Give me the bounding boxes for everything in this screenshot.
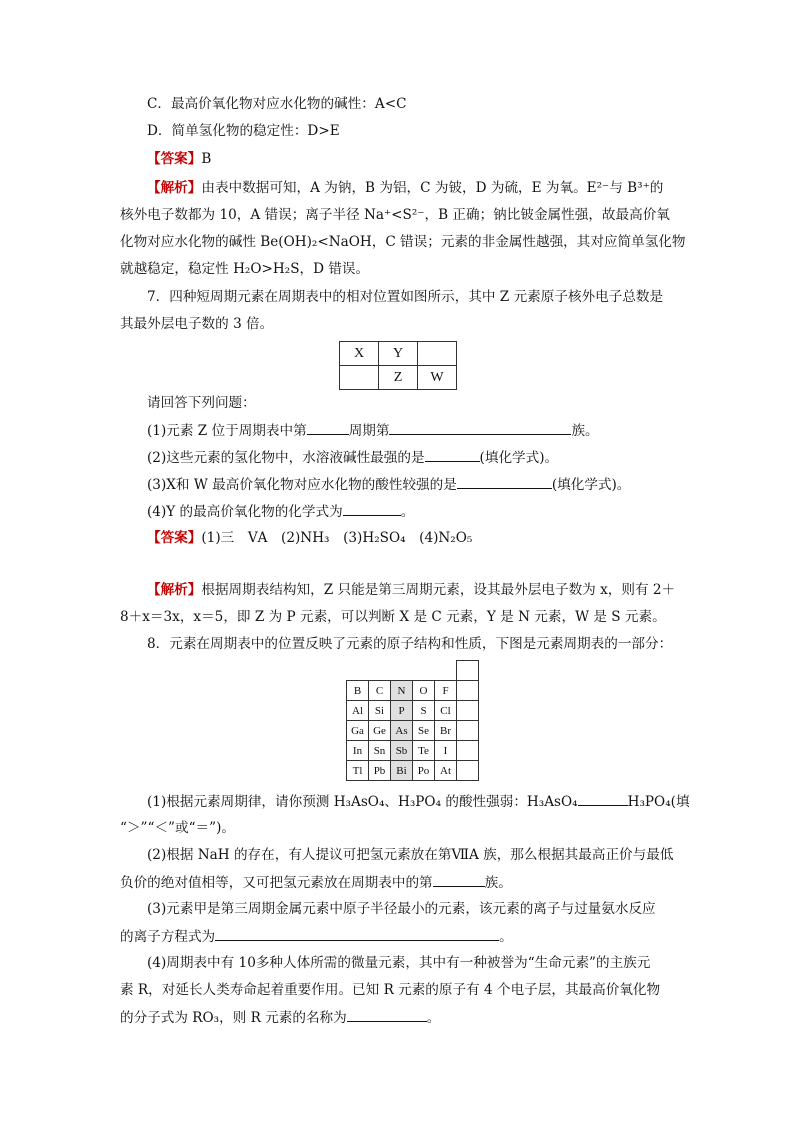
answer-blank[interactable] bbox=[215, 926, 499, 941]
analysis-q6-line-1 bbox=[147, 178, 663, 198]
table-cell: F bbox=[435, 681, 457, 701]
table-cell-empty bbox=[457, 701, 479, 721]
q7-stem-line-1: 7．四种短周期元素在周期表中的相对位置如图所示，其中 Z 元素原子核外电子总数是 bbox=[147, 289, 664, 305]
q7-sub-3 bbox=[147, 474, 630, 495]
q8-stem: 8．元素在周期表中的位置反映了元素的原子结构和性质，下图是元素周期表的一部分： bbox=[147, 636, 673, 652]
q7-sub-1 bbox=[147, 420, 599, 441]
q8-sub-3-text-a: 的离子方程式为 bbox=[120, 929, 216, 945]
q7-sub-1-text-b: 周期第 bbox=[348, 423, 390, 439]
q8-sub-2-text-b: 族。 bbox=[484, 875, 512, 891]
q7-prompt: 请回答下列问题： bbox=[147, 395, 256, 411]
table-cell: C bbox=[369, 681, 391, 701]
q7-sub-2-text-b: (填化学式)。 bbox=[479, 450, 559, 466]
table-cell: Br bbox=[435, 721, 457, 741]
table-cell: Sb bbox=[391, 741, 413, 761]
q8-sub-4-text-b: 。 bbox=[426, 1010, 441, 1026]
table-cell: Cl bbox=[435, 701, 457, 721]
table-cell: W bbox=[418, 366, 457, 390]
table-cell: Pb bbox=[369, 761, 391, 781]
q8-sub-1-text-a: (1)根据元素周期律，请你预测 H₃AsO₄、H₃PO₄ 的酸性强弱：H₃AsO₄ bbox=[147, 794, 578, 810]
table-cell: At bbox=[435, 761, 457, 781]
table-row bbox=[340, 366, 457, 390]
q8-sub-4-line-3 bbox=[120, 1007, 440, 1028]
table-cell: Po bbox=[413, 761, 435, 781]
table-row bbox=[347, 681, 479, 701]
analysis-text: 根据周期表结构知，Z 只能是第三周期元素，设其最外层电子数为 x，则有 2＋ bbox=[201, 582, 676, 598]
answer-text: B bbox=[201, 151, 212, 167]
q7-position-table bbox=[339, 341, 457, 390]
analysis-q7-line-2: 8＋x＝3x，x＝5，即 Z 为 P 元素，可以判断 X 是 C 元素，Y 是 N 元素，W 是 S 元素。 bbox=[120, 609, 666, 625]
analysis-q6-line-4: 就越稳定，稳定性 H₂O>H₂S，D 错误。 bbox=[120, 261, 370, 277]
q8-sub-4-line-1: (4)周期表中有 10多种人体所需的微量元素，其中有一种被誉为“生命元素”的主族元 bbox=[147, 955, 651, 971]
table-cell: Te bbox=[413, 741, 435, 761]
q7-sub-3-text-a: (3)X和 W 最高价氧化物对应水化物的酸性较强的是 bbox=[147, 477, 457, 493]
option-d: D．简单氢化物的稳定性：D>E bbox=[147, 123, 340, 139]
table-row bbox=[347, 721, 479, 741]
answer-blank[interactable] bbox=[425, 447, 480, 462]
table-row bbox=[347, 761, 479, 781]
option-c: C．最高价氧化物对应水化物的碱性：A<C bbox=[147, 96, 407, 112]
q7-sub-1-text-c: 族。 bbox=[571, 423, 599, 439]
table-cell: P bbox=[391, 701, 413, 721]
table-cell-empty bbox=[457, 681, 479, 701]
answer-blank[interactable] bbox=[433, 872, 485, 887]
table-row bbox=[347, 701, 479, 721]
answer-tag: 【答案】 bbox=[147, 530, 202, 546]
answer-text: (1)三 ⅤA (2)NH₃ (3)H₂SO₄ (4)N₂O₅ bbox=[201, 530, 473, 546]
table-cell: B bbox=[347, 681, 369, 701]
answer-blank[interactable] bbox=[307, 420, 349, 435]
table-cell: Al bbox=[347, 701, 369, 721]
answer-line-q7 bbox=[147, 528, 472, 548]
table-cell-empty bbox=[457, 721, 479, 741]
answer-blank[interactable] bbox=[457, 474, 552, 489]
answer-blank[interactable] bbox=[343, 501, 401, 516]
table-cell: N bbox=[391, 681, 413, 701]
answer-blank[interactable] bbox=[389, 420, 571, 435]
q7-sub-2 bbox=[147, 447, 558, 468]
q7-sub-4-text-b: 。 bbox=[400, 504, 415, 520]
q8-sub-1-line-2: “＞”“＜”或“＝”)。 bbox=[120, 820, 235, 836]
q7-sub-3-text-b: (填化学式)。 bbox=[551, 477, 631, 493]
analysis-text: 由表中数据可知，A 为钠，B 为铝，C 为铍，D 为硫，E 为氧。E²⁻与 B³⁺的 bbox=[201, 180, 664, 196]
answer-blank[interactable] bbox=[578, 791, 628, 806]
q7-sub-2-text-a: (2)这些元素的氢化物中，水溶液碱性最强的是 bbox=[147, 450, 425, 466]
table-cell-empty bbox=[457, 661, 479, 681]
table-cell: Bi bbox=[391, 761, 413, 781]
table-cell: In bbox=[347, 741, 369, 761]
table-cell: Se bbox=[413, 721, 435, 741]
table-cell bbox=[340, 366, 379, 390]
answer-tag: 【答案】 bbox=[147, 151, 202, 167]
table-row bbox=[340, 342, 457, 366]
table-cell: Tl bbox=[347, 761, 369, 781]
answer-blank[interactable] bbox=[347, 1007, 427, 1022]
q8-sub-2-line-2 bbox=[120, 872, 512, 893]
table-cell: O bbox=[413, 681, 435, 701]
q8-sub-3-text-b: 。 bbox=[499, 929, 513, 945]
q8-sub-4-line-2: 素 R，对延长人类寿命起着重要作用。已知 R 元素的原子有 4 个电子层，其最高价氧化物 bbox=[120, 982, 661, 998]
table-cell: X bbox=[340, 342, 379, 366]
table-row bbox=[347, 661, 479, 681]
q8-sub-2-line-1: (2)根据 NaH 的存在，有人提议可把氢元素放在第ⅦA 族，那么根据其最高正价与最低 bbox=[147, 847, 674, 863]
q8-sub-1-line-1 bbox=[147, 791, 690, 812]
analysis-tag: 【解析】 bbox=[147, 582, 202, 598]
table-cell: As bbox=[391, 721, 413, 741]
q8-sub-3-line-2 bbox=[120, 926, 513, 947]
answer-line-q6 bbox=[147, 149, 211, 169]
table-cell: Z bbox=[379, 366, 418, 390]
q8-periodic-table bbox=[346, 660, 479, 781]
table-cell-empty bbox=[457, 741, 479, 761]
q7-sub-4-text-a: (4)Y 的最高价氧化物的化学式为 bbox=[147, 504, 343, 520]
q8-sub-2-text-a: 负价的绝对值相等，又可把氢元素放在周期表中的第 bbox=[120, 875, 433, 891]
table-cell bbox=[418, 342, 457, 366]
q8-sub-3-line-1: (3)元素甲是第三周期金属元素中原子半径最小的元素，该元素的离子与过量氨水反应 bbox=[147, 901, 656, 917]
table-cell: I bbox=[435, 741, 457, 761]
table-cell-empty bbox=[457, 761, 479, 781]
table-row bbox=[347, 741, 479, 761]
analysis-tag: 【解析】 bbox=[147, 180, 202, 196]
q8-sub-1-text-b: H₃PO₄(填 bbox=[627, 794, 690, 810]
table-cell: Ga bbox=[347, 721, 369, 741]
table-cell: Ge bbox=[369, 721, 391, 741]
analysis-q7-line-1 bbox=[147, 580, 675, 600]
table-cell: Si bbox=[369, 701, 391, 721]
table-cell: Y bbox=[379, 342, 418, 366]
q8-sub-4-text-a: 的分子式为 RO₃，则 R 元素的名称为 bbox=[120, 1010, 347, 1026]
table-cell: S bbox=[413, 701, 435, 721]
analysis-q6-line-2: 核外电子数都为 10，A 错误；离子半径 Na⁺<S²⁻，B 正确；钠比铍金属性强，故最高价氧 bbox=[120, 207, 670, 223]
q7-sub-1-text-a: (1)元素 Z 位于周期表中第 bbox=[147, 423, 307, 439]
q7-stem-line-2: 其最外层电子数的 3 倍。 bbox=[120, 316, 274, 332]
q7-sub-4 bbox=[147, 501, 414, 522]
analysis-q6-line-3: 化物对应水化物的碱性 Be(OH)₂<NaOH，C 错误；元素的非金属性越强，其对应简单氢化物 bbox=[120, 234, 686, 250]
table-cell: Sn bbox=[369, 741, 391, 761]
